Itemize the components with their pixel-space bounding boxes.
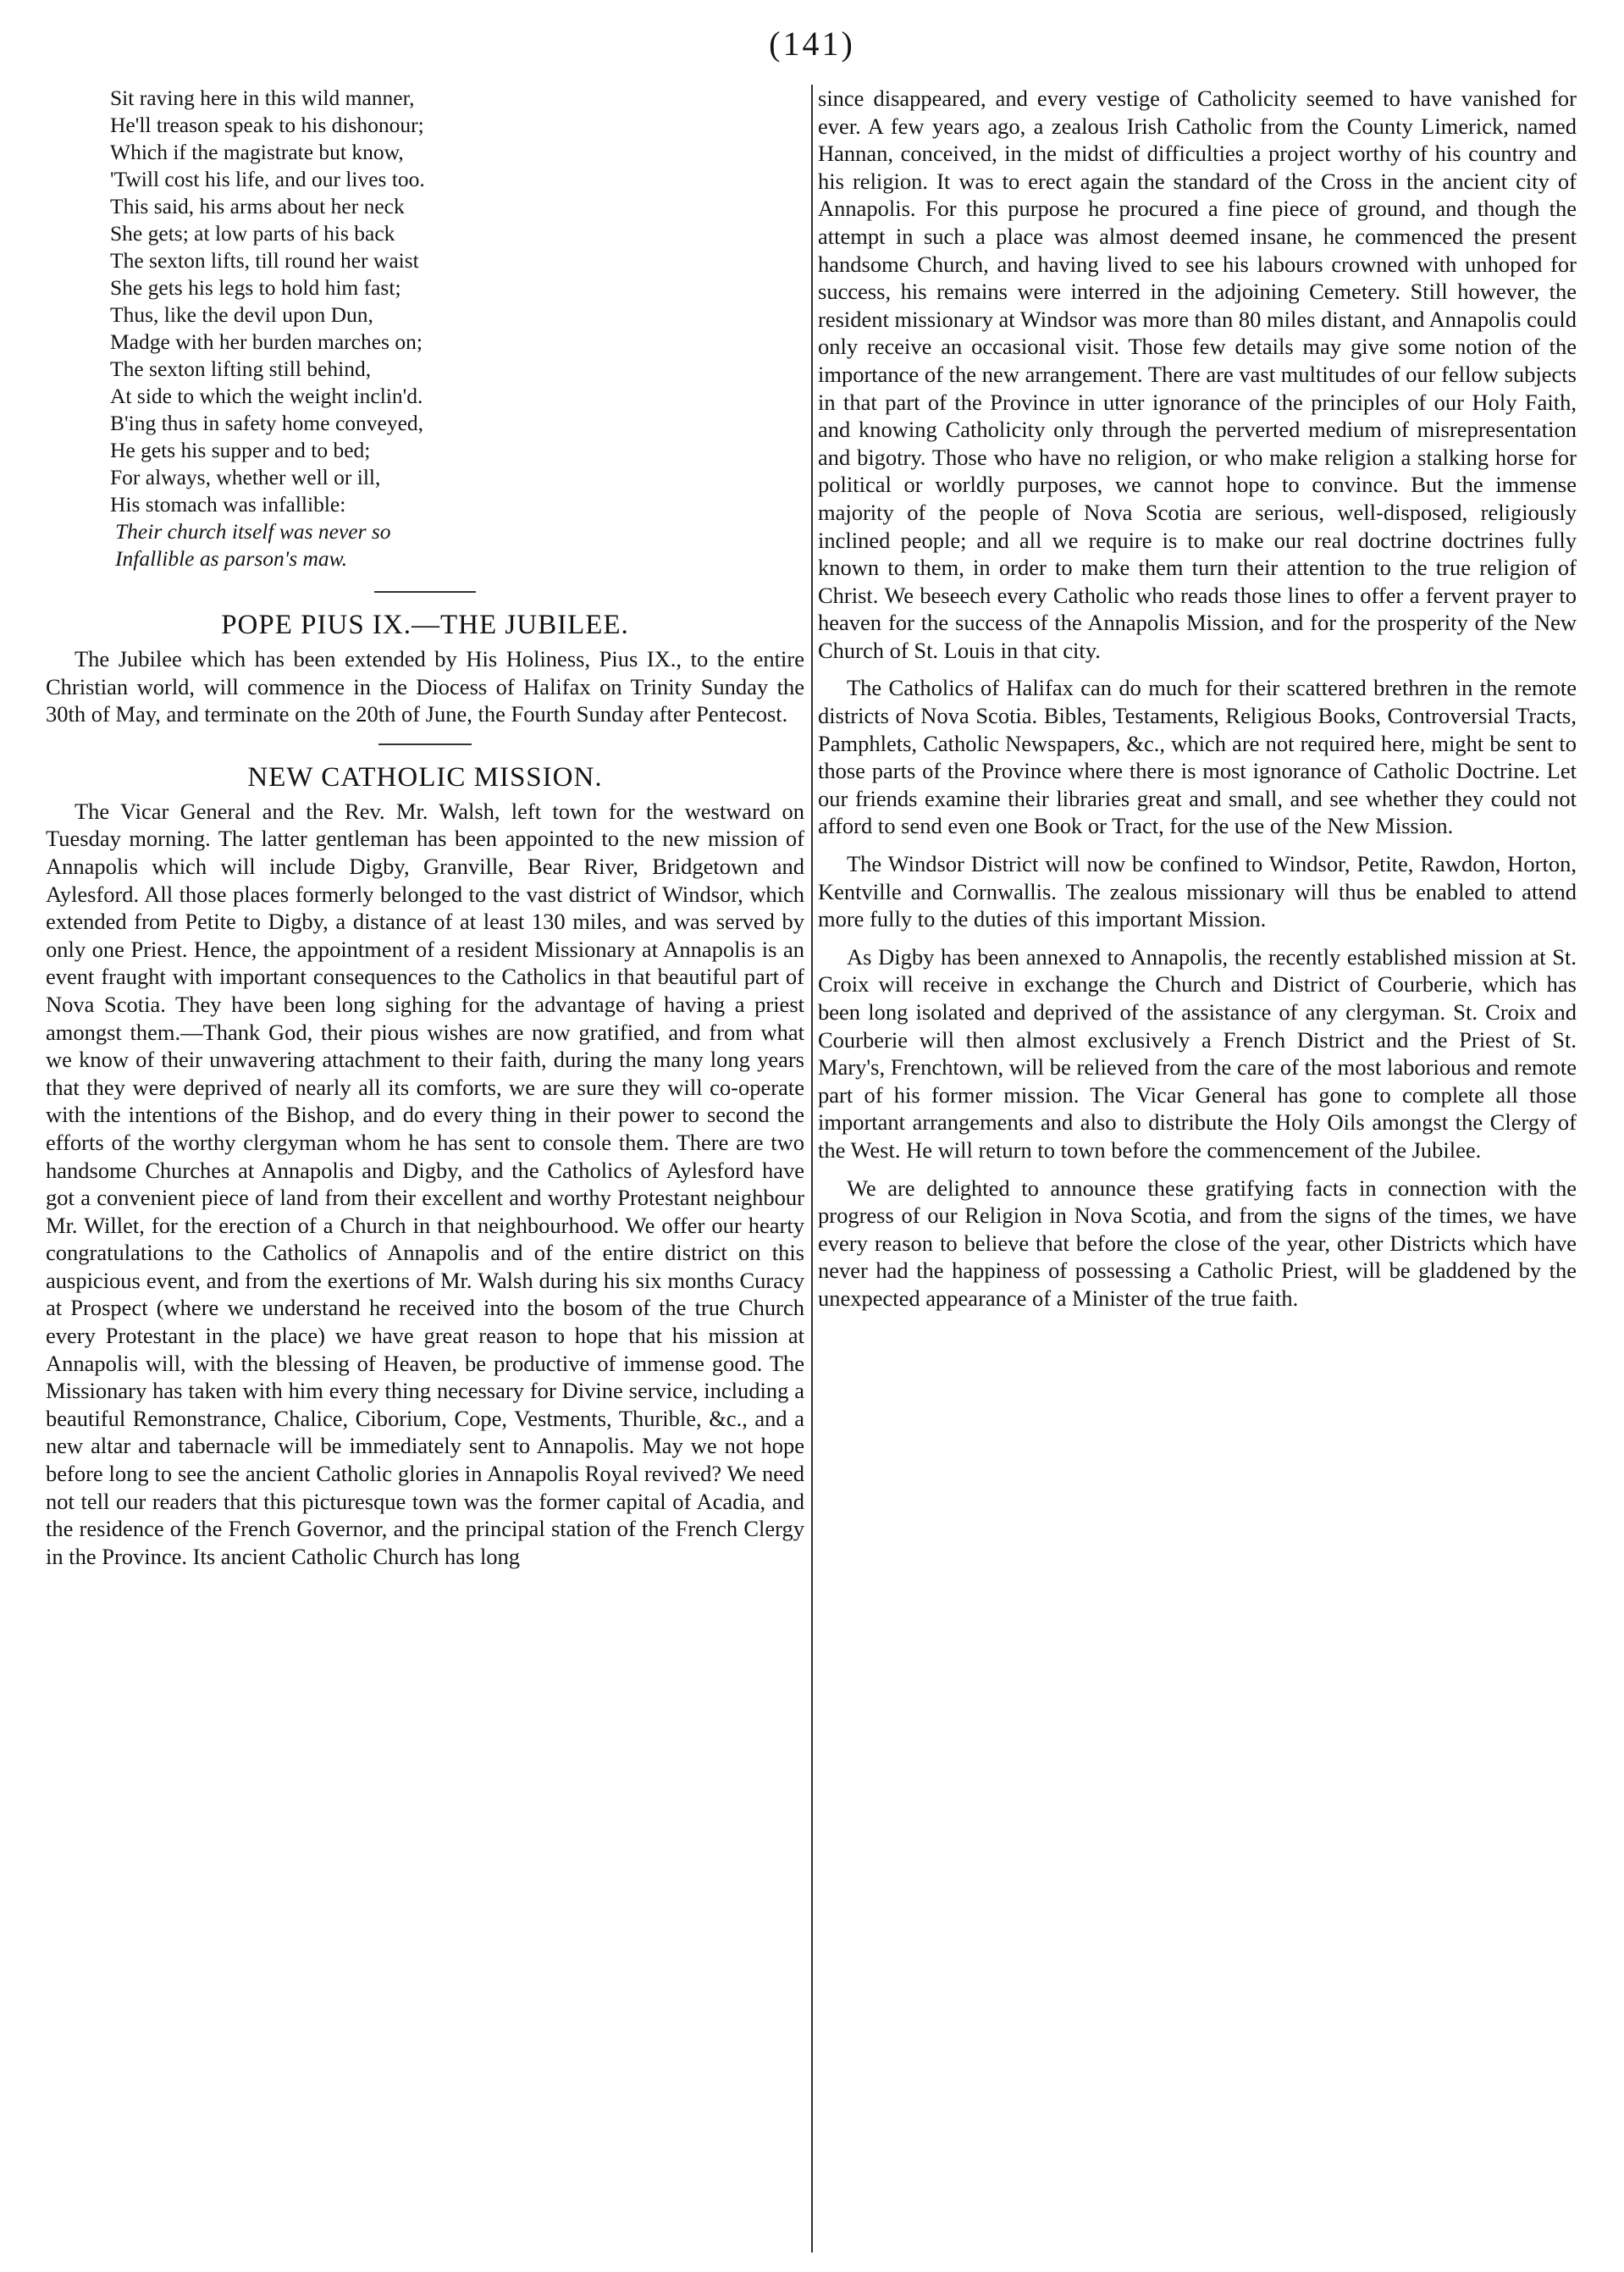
divider [374, 591, 476, 593]
mission-paragraph: We are delighted to announce these gratifying facts in connection with the progress of our Religion in Nova Scotia, and from the signs of the times, we have every reason to believe that before the close of the year, other Districts which have never had the happiness of possessing a Catholic Priest, will be gladdened by the unexpected appearance of a Minister of the true faith. [818, 1175, 1577, 1311]
jubilee-paragraph: The Jubilee which has been extended by His Holiness, Pius IX., to the entire Christian world, will commence in the Diocess of Halifax on Trinity Sunday the 30th of May, and terminate on the 20th of June, the Fourth Sunday after Pentecost. [46, 646, 804, 727]
right-column [818, 85, 1577, 1313]
poem-line: Sit raving here in this wild manner, [110, 86, 415, 110]
mission-paragraph: The Windsor District will now be confined to Windsor, Petite, Rawdon, Horton, Kentville and Cornwallis. The zealous missionary will thus be enabled to attend more fully to the duties of this important Mission. [818, 851, 1577, 932]
poem [110, 85, 804, 572]
poem-line: He gets his supper and to bed; [110, 438, 371, 462]
left-column [46, 85, 804, 1570]
poem-line: Madge with her burden marches on; [110, 329, 423, 354]
poem-line: For always, whether well or ill, [110, 465, 381, 489]
column-rule [811, 85, 813, 2253]
poem-line: At side to which the weight inclin'd. [110, 384, 423, 408]
poem-line: She gets; at low parts of his back [110, 221, 395, 246]
poem-line: Infallible as parson's maw. [115, 546, 348, 571]
mission-paragraph: As Digby has been annexed to Annapolis, the recently established mission at St. Croix will receive in exchange the Church and District of Courberie, which has been long isolated and deprived of the assistance of any clergyman. St. Croix and Courberie will then almost exclusively a French District and the Priest of St. Mary's, Frenchtown, will be relieved from the care of the most laborious and remote part of his former mission. The Vicar General has gone to complete all those important arrangements and also to distribute the Holy Oils amongst the Clergy of the West. He will return to town before the commencement of the Jubilee. [818, 943, 1577, 1163]
poem-line: Their church itself was never so [115, 519, 391, 544]
jubilee-heading: POPE PIUS IX.—THE JUBILEE. [221, 610, 629, 640]
poem-line: Thus, like the devil upon Dun, [110, 302, 373, 327]
mission-heading: NEW CATHOLIC MISSION. [247, 761, 603, 793]
divider [378, 744, 472, 745]
mission-paragraph: since disappeared, and every vestige of Catholicity seemed to have vanished for ever. A few years ago, a zealous Irish Catholic from the County Limerick, named Hannan, conceived, in the midst of difficulties a project worthy of his country and his religion. It was to erect again the standard of the Cross in the ancient city of Annapolis. For this purpose he procured a fine piece of ground, and though the attempt in such a place was almost deemed insane, he commenced the present handsome Church, and having lived to see his labours crowned with unhoped for success, his remains were interred in the adjoining Cemetery. Still however, the resident missionary at Windsor was more than 80 miles distant, and Annapolis could only receive an occasional visit. Those few details may give some notion of the importance of the new arrangement. There are vast multitudes of our fellow subjects in that part of the Province in utter ignorance of the principles of our Holy Faith, and knowing Catholicity only through the perverted medium of misrepresentation and bigotry. Those who have no religion, or who make religion a stalking horse for political or worldly purposes, we cannot hope to convince. But the immense majority of the people of Nova Scotia are serious, well-disposed, religiously inclined people; and all we require is to make our real doctrine doctrines fully known to them, in order to make them turn their attention to the true religion of Christ. We beseech every Catholic who reads those lines to offer a fervent prayer to heaven for the success of the Annapolis Mission, and for the prosperity of the New Church of St. Louis in that city. [818, 86, 1577, 663]
mission-paragraph: The Vicar General and the Rev. Mr. Walsh, left town for the westward on Tuesday morning. The latter gentleman has been appointed to the new mission of Annapolis which will include Digby, Granville, Bear River, Bridgetown and Aylesford. All those places formerly belonged to the vast district of Windsor, which extended from Petite to Digby, a distance of at least 130 miles, and was served by only one Priest. Hence, the appointment of a resident Missionary at Annapolis is an event fraught with important consequences to the Catholics in that beautiful part of Nova Scotia. They have been long sighing for the advantage of having a priest amongst them.—Thank God, their pious wishes are now gratified, and from what we know of their unwavering attachment to their faith, during the many long years that they were deprived of nearly all its comforts, we are sure they will co-operate with the intentions of the Bishop, and do every thing in their power to second the efforts of the worthy clergyman whom he has sent to console them. There are two handsome Churches at Annapolis and Digby, and the Catholics of Aylesford have got a convenient piece of land from their excellent and worthy Protestant neighbour Mr. Willet, for the erection of a Church in that neighbourhood. We offer our hearty congratulations to the Catholics of Annapolis and of the entire district on this auspicious event, and from the exertions of Mr. Walsh during his six months Curacy at Prospect (where we understand he received into the bosom of the true Church every Protestant in the place) we have great reason to hope that his mission at Annapolis will, with the blessing of Heaven, be productive of immense good. The Missionary has taken with him every thing necessary for Divine service, including a beautiful Remonstrance, Chalice, Ciborium, Cope, Vestments, Thurible, &c., and a new altar and tabernacle will be immediately sent to Annapolis. May we not hope before long to see the ancient Catholic glories in Annapolis Royal revived? We need not tell our readers that this picturesque town was the former capital of Acadia, and the residence of the French Governor, and the principal station of the French Clergy in the Province. Its ancient Catholic Church has long [46, 798, 804, 1569]
poem-line: He'll treason speak to his dishonour; [110, 113, 424, 137]
page-number: (141) [769, 25, 855, 63]
poem-line: His stomach was infallible: [110, 492, 346, 517]
poem-line: The sexton lifts, till round her waist [110, 248, 419, 273]
poem-line: 'Twill cost his life, and our lives too. [110, 167, 425, 191]
poem-line: Which if the magistrate but know, [110, 140, 404, 164]
poem-line: This said, his arms about her neck [110, 194, 405, 218]
poem-line: She gets his legs to hold him fast; [110, 275, 401, 300]
poem-line: B'ing thus in safety home conveyed, [110, 411, 424, 435]
poem-line: The sexton lifting still behind, [110, 357, 372, 381]
mission-paragraph: The Catholics of Halifax can do much for their scattered brethren in the remote districts of Nova Scotia. Bibles, Testaments, Religious Books, Controversial Tracts, Pamphlets, Catholic Newspapers, &c., which are not required here, might be sent to those parts of the Province where there is most ignorance of Catholic Doctrine. Let our friends examine their libraries great and small, and see whether they could not afford to send even one Book or Tract, for the use of the New Mission. [818, 675, 1577, 839]
